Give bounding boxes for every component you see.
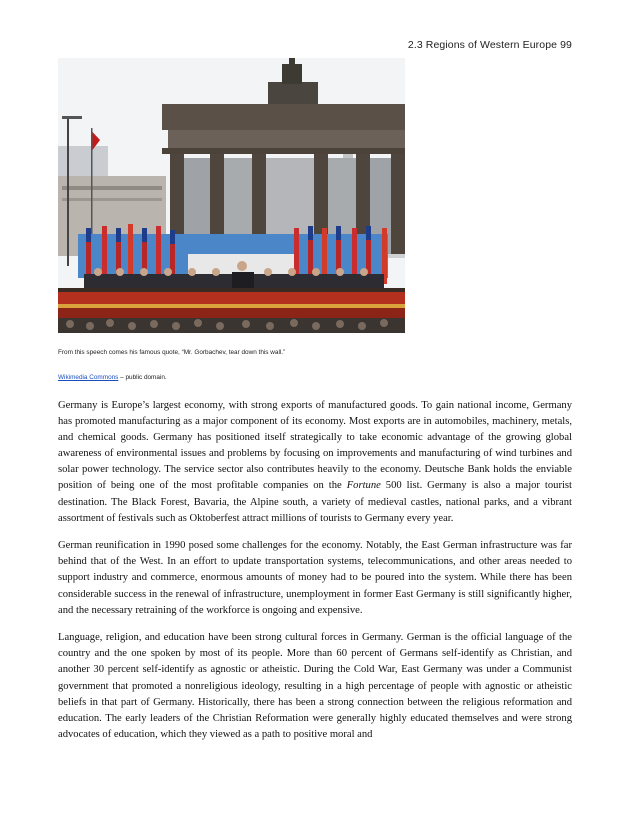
- paragraph-economy-part1: Germany is Europe’s largest economy, with strong exports of manufactured goods. To gain national income, Germany has promoted manufacturing as a major component of its economy. Most exports are in automobiles, machinery, metals, and chemical goods. Germany has positioned itself strategically to take economic advantage of the growing global awareness of environmental issues and problems by focusing on improvements and manufacturing of wind turbines and solar power technology. The service sector also contributes heavily to the economy. Deutsche Bank holds the enviable position of being one of the most profitable companies on the: [58, 400, 572, 492]
- brandenburg-gate-illustration: [58, 58, 405, 333]
- paragraph-reunification: German reunification in 1990 posed some challenges for the economy. Notably, the East German infrastructure was far behind that of the West. In an effort to update transportation systems, telecommunications, and other areas needed to support industry and commerce, enormous amounts of money had to be poured into the system. While there has been considerable success in the renewal of infrastructure, unemployment in former East Germany is still significantly higher, and the necessary retraining of the workforce is ongoing and expensive.: [58, 540, 572, 616]
- wikimedia-commons-link[interactable]: Wikimedia Commons: [58, 374, 119, 381]
- paragraph-culture: Language, religion, and education have been strong cultural forces in Germany. German is the official language of the country and the one spoken by most of its people. More than 60 percent of Germans self-identify as Christian, and another 30 percent self-identify as agnostic or atheistic. During the Cold War, East Germany was under a Communist government that promoted a nonreligious ideology, resulting in a high percentage of people with agnostic or atheistic beliefs in that part of Germany. Historically, there has been a strong connection between the religious reformation and education. The early leaders of the Christian Reformation were generally highly educated themselves and were strong advocates of education, which they viewed as a path to positive moral and: [58, 632, 572, 740]
- running-head: 2.3 Regions of Western Europe 99: [407, 39, 572, 51]
- credit-license: – public domain.: [118, 374, 167, 381]
- fortune-italic: Fortune: [346, 480, 381, 492]
- figure-photo: [58, 58, 405, 333]
- paragraph-economy: [58, 398, 572, 527]
- paragraph-economy-part2: 500 list. Germany is also a major tourist destination. The Black Forest, Bavaria, the Alpine south, a variety of medieval castles, national parks, and a vibrant assortment of festivals such as Oktoberfest attract millions of tourists to Germany every year.: [58, 480, 572, 524]
- figure-credit: [58, 374, 572, 381]
- figure-caption: From this speech comes his famous quote, “Mr. Gorbachev, tear down this wall.”: [58, 349, 286, 356]
- body-text: [58, 398, 572, 754]
